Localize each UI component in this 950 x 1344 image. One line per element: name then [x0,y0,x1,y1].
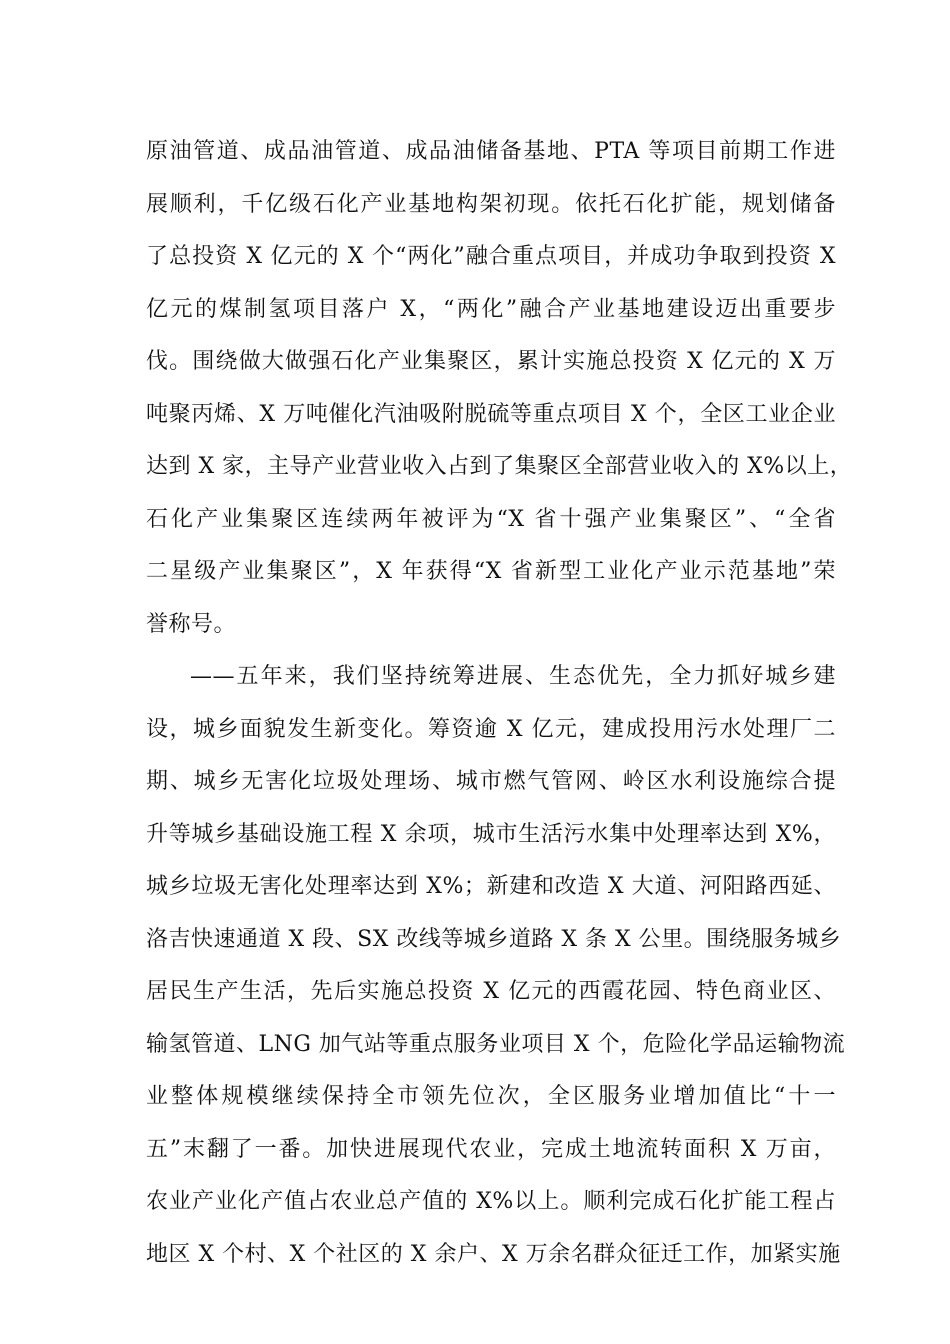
text-line: 原油管道、成品油管道、成品油储备基地、PTA 等项目前期工作进 [146,139,836,164]
paragraph-2 [146,651,846,1281]
text-line: 期、城乡无害化垃圾处理场、城市燃气管网、岭区水利设施综合提 [146,769,836,794]
text-line: 居民生产生活，先后实施总投资 X 亿元的西霞花园、特色商业区、 [146,979,836,1004]
text-line: 伐。围绕做大做强石化产业集聚区，累计实施总投资 X 亿元的 X 万 [146,349,836,374]
text-line: 业整体规模继续保持全市领先位次，全区服务业增加值比“十一 [146,1084,836,1109]
text-line: 地区 X 个村、X 个社区的 X 余户、X 万余名群众征迁工作，加紧实施 [146,1241,841,1267]
paragraph-1 [146,126,853,651]
text-line: 誉称号。 [146,611,237,637]
text-line: ——五年来，我们坚持统筹进展、生态优先，全力抓好城乡建 [190,664,836,689]
text-line: 展顺利，千亿级石化产业基地构架初现。依托石化扩能，规划储备 [146,191,836,217]
text-line: 亿元的煤制氢项目落户 X，“两化”融合产业基地建设迈出重要步 [146,296,836,322]
text-line: 洛吉快速通道 X 段、SX 改线等城乡道路 X 条 X 公里。围绕服务城乡 [146,926,842,952]
text-line: 了总投资 X 亿元的 X 个“两化”融合重点项目，并成功争取到投资 X [146,244,836,269]
text-line: 城乡垃圾无害化处理率达到 X%；新建和改造 X 大道、河阳路西延、 [146,874,836,899]
text-line: 输氢管道、LNG 加气站等重点服务业项目 X 个，危险化学品运输物流 [146,1031,846,1057]
text-line: 二星级产业集聚区”，X 年获得“X 省新型工业化产业示范基地”荣 [146,559,836,584]
text-line: 农业产业化产值占农业总产值的 X%以上。顺利完成石化扩能工程占 [146,1189,836,1214]
text-line: 设，城乡面貌发生新变化。筹资逾 X 亿元，建成投用污水处理厂二 [146,716,836,742]
text-line: 吨聚丙烯、X 万吨催化汽油吸附脱硫等重点项目 X 个，全区工业企业 [146,401,836,427]
text-line: 五”末翻了一番。加快进展现代农业，完成土地流转面积 X 万亩， [146,1136,836,1162]
text-line: 升等城乡基础设施工程 X 余项，城市生活污水集中处理率达到 X%， [146,821,836,847]
text-line: 达到 X 家，主导产业营业收入占到了集聚区全部营业收入的 X%以上， [146,454,853,479]
text-line: 石化产业集聚区连续两年被评为“X 省十强产业集聚区”、“全省 [146,506,836,532]
